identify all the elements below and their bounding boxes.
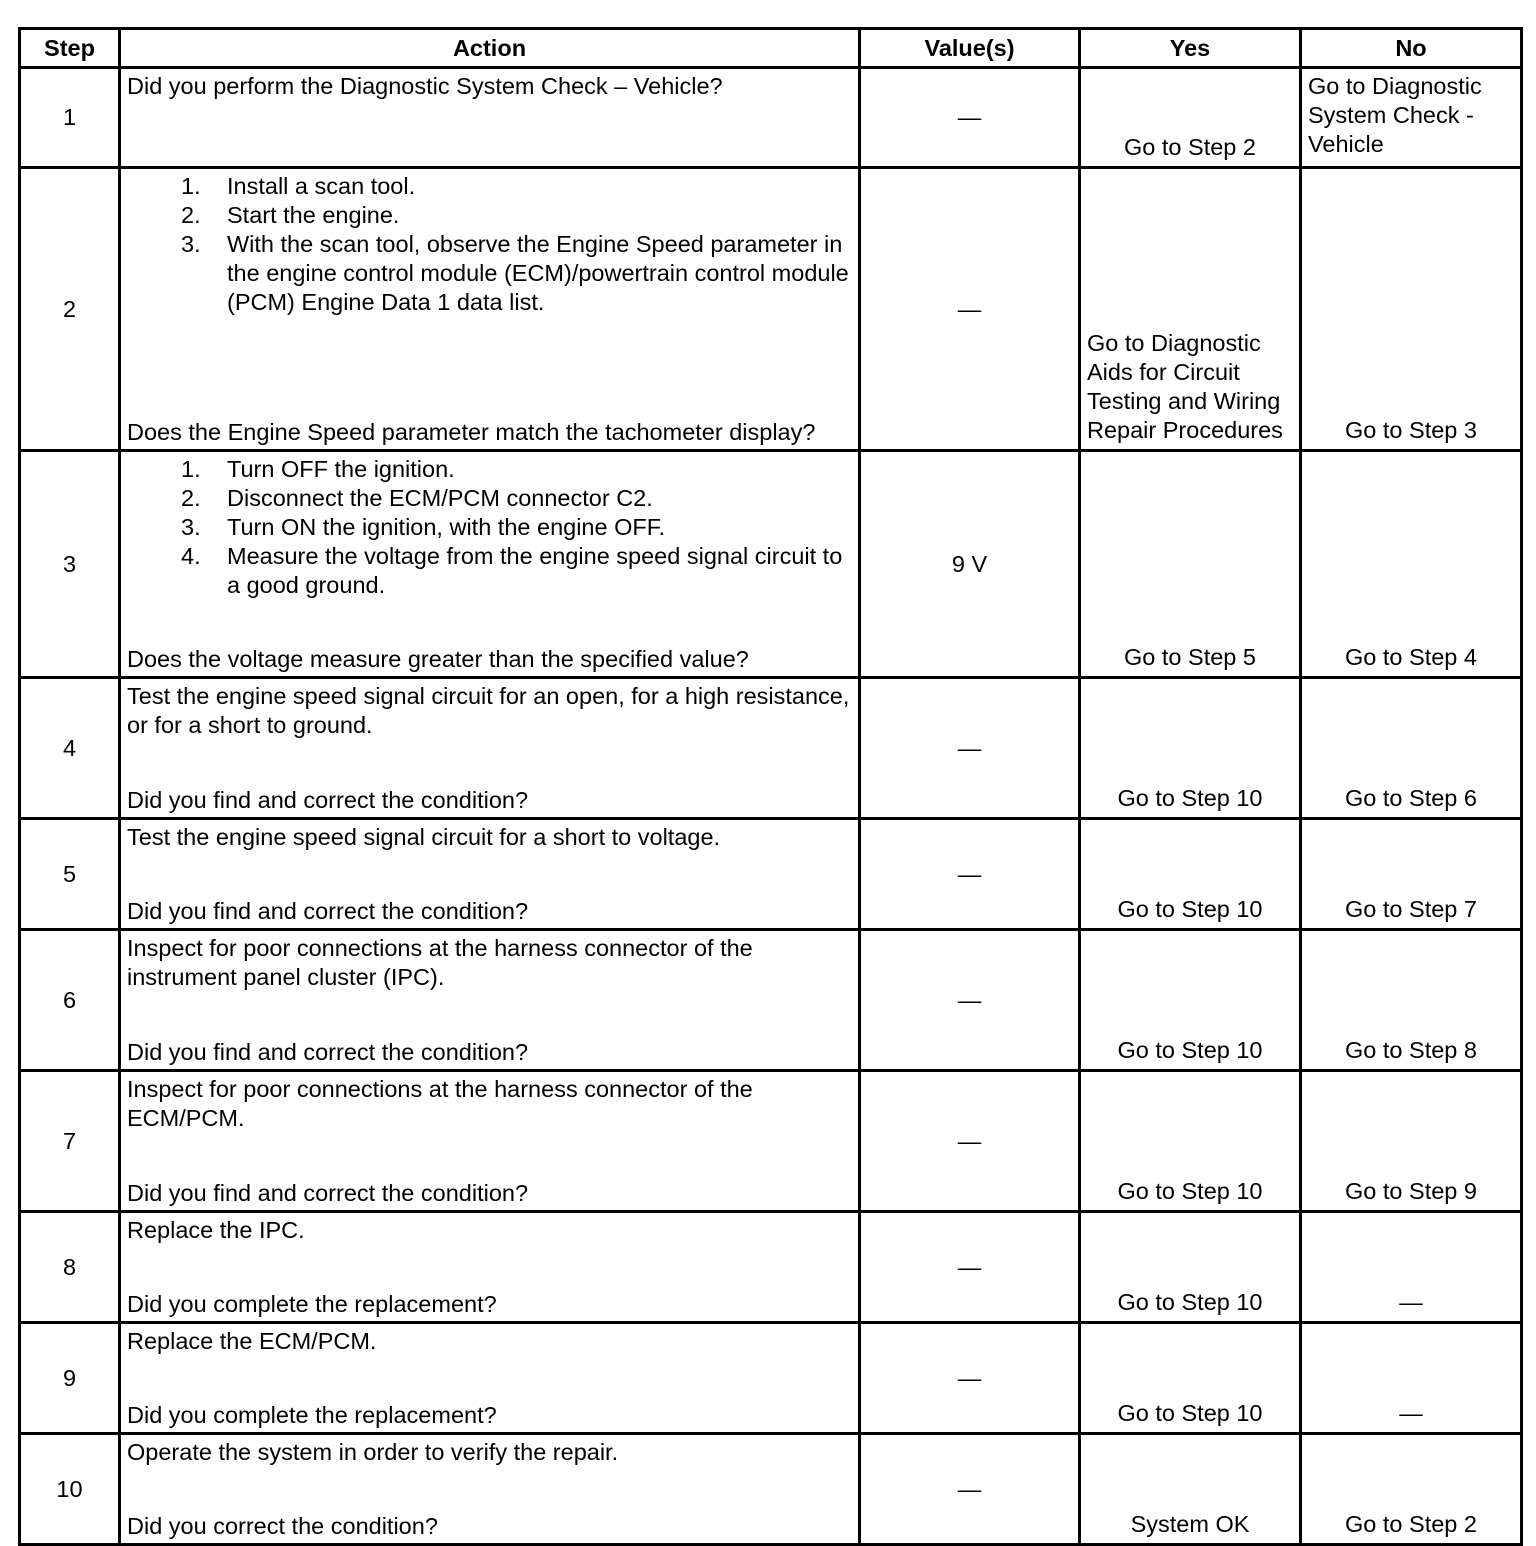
value-cell: — — [860, 168, 1080, 451]
header-yes: Yes — [1080, 29, 1301, 68]
yes-cell: Go to Step 10 — [1080, 1071, 1301, 1212]
action-question: Does the voltage measure greater than the specified value? — [127, 646, 749, 672]
action-question: Does the Engine Speed parameter match the tachometer display? — [127, 419, 816, 445]
action-cell — [120, 1434, 860, 1545]
value-cell: — — [860, 678, 1080, 819]
list-item: 1. Install a scan tool. — [181, 173, 416, 199]
list-item: 4. Measure the voltage from the engine speed signal circuit to a good ground. — [181, 543, 843, 598]
step-number: 9 — [20, 1323, 120, 1434]
action-cell — [120, 168, 860, 451]
step-number: 1 — [20, 68, 120, 168]
no-cell: Go to Step 8 — [1301, 930, 1522, 1071]
value-cell: — — [860, 1434, 1080, 1545]
action-question: Did you correct the condition? — [127, 1513, 438, 1539]
table-row — [20, 819, 1522, 930]
action-cell — [120, 930, 860, 1071]
yes-cell: Go to Step 10 — [1080, 1323, 1301, 1434]
action-cell — [120, 1212, 860, 1323]
header-values: Value(s) — [860, 29, 1080, 68]
table-row — [20, 1071, 1522, 1212]
step-number: 4 — [20, 678, 120, 819]
table-row — [20, 678, 1522, 819]
step-number: 3 — [20, 451, 120, 678]
yes-cell: Go to Step 5 — [1080, 451, 1301, 678]
header-row — [20, 29, 1522, 68]
yes-cell: Go to Step 10 — [1080, 930, 1301, 1071]
action-question: Did you find and correct the condition? — [127, 1180, 529, 1206]
action-question: Did you complete the replacement? — [127, 1402, 497, 1428]
list-item: 3. With the scan tool, observe the Engine Speed parameter in the engine control module (ECM)/powertrain control module (PCM) Engine Data 1 data list. — [181, 231, 849, 315]
list-item: 2. Start the engine. — [181, 202, 400, 228]
table-row — [20, 1323, 1522, 1434]
yes-cell: Go to Step 10 — [1080, 678, 1301, 819]
no-cell: Go to Step 6 — [1301, 678, 1522, 819]
action-question: Did you find and correct the condition? — [127, 898, 529, 924]
step-number: 10 — [20, 1434, 120, 1545]
yes-cell: System OK — [1080, 1434, 1301, 1545]
header-step: Step — [20, 29, 120, 68]
action-cell — [120, 451, 860, 678]
value-cell: — — [860, 1071, 1080, 1212]
step-number: 6 — [20, 930, 120, 1071]
list-item: 2. Disconnect the ECM/PCM connector C2. — [181, 485, 653, 511]
table-row — [20, 168, 1522, 451]
no-cell: Go to Step 2 — [1301, 1434, 1522, 1545]
yes-cell: Go to Step 10 — [1080, 1212, 1301, 1323]
yes-cell: Go to Step 2 — [1080, 68, 1301, 168]
table-row — [20, 1434, 1522, 1545]
no-cell: Go to Step 9 — [1301, 1071, 1522, 1212]
value-cell: — — [860, 819, 1080, 930]
action-intro: Inspect for poor connections at the harness connector of the instrument panel cluster (IPC). — [127, 935, 753, 990]
no-cell: — — [1301, 1212, 1522, 1323]
step-number: 2 — [20, 168, 120, 451]
table-row — [20, 451, 1522, 678]
list-item: 3. Turn ON the ignition, with the engine OFF. — [181, 514, 666, 540]
list-item: 1. Turn OFF the ignition. — [181, 456, 455, 482]
action-intro: Test the engine speed signal circuit for a short to voltage. — [127, 824, 721, 850]
action-question: Did you complete the replacement? — [127, 1291, 497, 1317]
table-row — [20, 1212, 1522, 1323]
action-intro: Replace the IPC. — [127, 1217, 305, 1243]
no-cell: Go to Diagnostic System Check - Vehicle — [1301, 68, 1522, 168]
table-row — [20, 930, 1522, 1071]
value-cell: — — [860, 1323, 1080, 1434]
action-cell — [120, 1323, 860, 1434]
action-intro: Replace the ECM/PCM. — [127, 1328, 377, 1354]
action-steps-list — [127, 455, 852, 600]
value-cell: — — [860, 930, 1080, 1071]
value-cell: — — [860, 1212, 1080, 1323]
yes-cell: Go to Step 10 — [1080, 819, 1301, 930]
step-number: 8 — [20, 1212, 120, 1323]
value-cell: — — [860, 68, 1080, 168]
action-cell — [120, 1071, 860, 1212]
value-cell: 9 V — [860, 451, 1080, 678]
no-cell: Go to Step 3 — [1301, 168, 1522, 451]
action-cell — [120, 678, 860, 819]
action-cell — [120, 819, 860, 930]
yes-cell: Go to Diagnostic Aids for Circuit Testing and Wiring Repair Procedures — [1080, 168, 1301, 451]
action-intro: Operate the system in order to verify the repair. — [127, 1439, 619, 1465]
action-question: Did you find and correct the condition? — [127, 1039, 529, 1065]
action-intro: Inspect for poor connections at the harness connector of the ECM/PCM. — [127, 1076, 753, 1131]
action-question: Did you find and correct the condition? — [127, 787, 529, 813]
diagnostic-table — [18, 27, 1523, 1546]
action-intro: Did you perform the Diagnostic System Check – Vehicle? — [127, 73, 723, 99]
no-cell: Go to Step 4 — [1301, 451, 1522, 678]
header-no: No — [1301, 29, 1522, 68]
action-steps-list — [127, 172, 852, 317]
no-cell: — — [1301, 1323, 1522, 1434]
step-number: 5 — [20, 819, 120, 930]
table-row — [20, 68, 1522, 168]
step-number: 7 — [20, 1071, 120, 1212]
action-cell — [120, 68, 860, 168]
header-action: Action — [120, 29, 860, 68]
action-intro: Test the engine speed signal circuit for an open, for a high resistance, or for a short to ground. — [127, 683, 850, 738]
no-cell: Go to Step 7 — [1301, 819, 1522, 930]
